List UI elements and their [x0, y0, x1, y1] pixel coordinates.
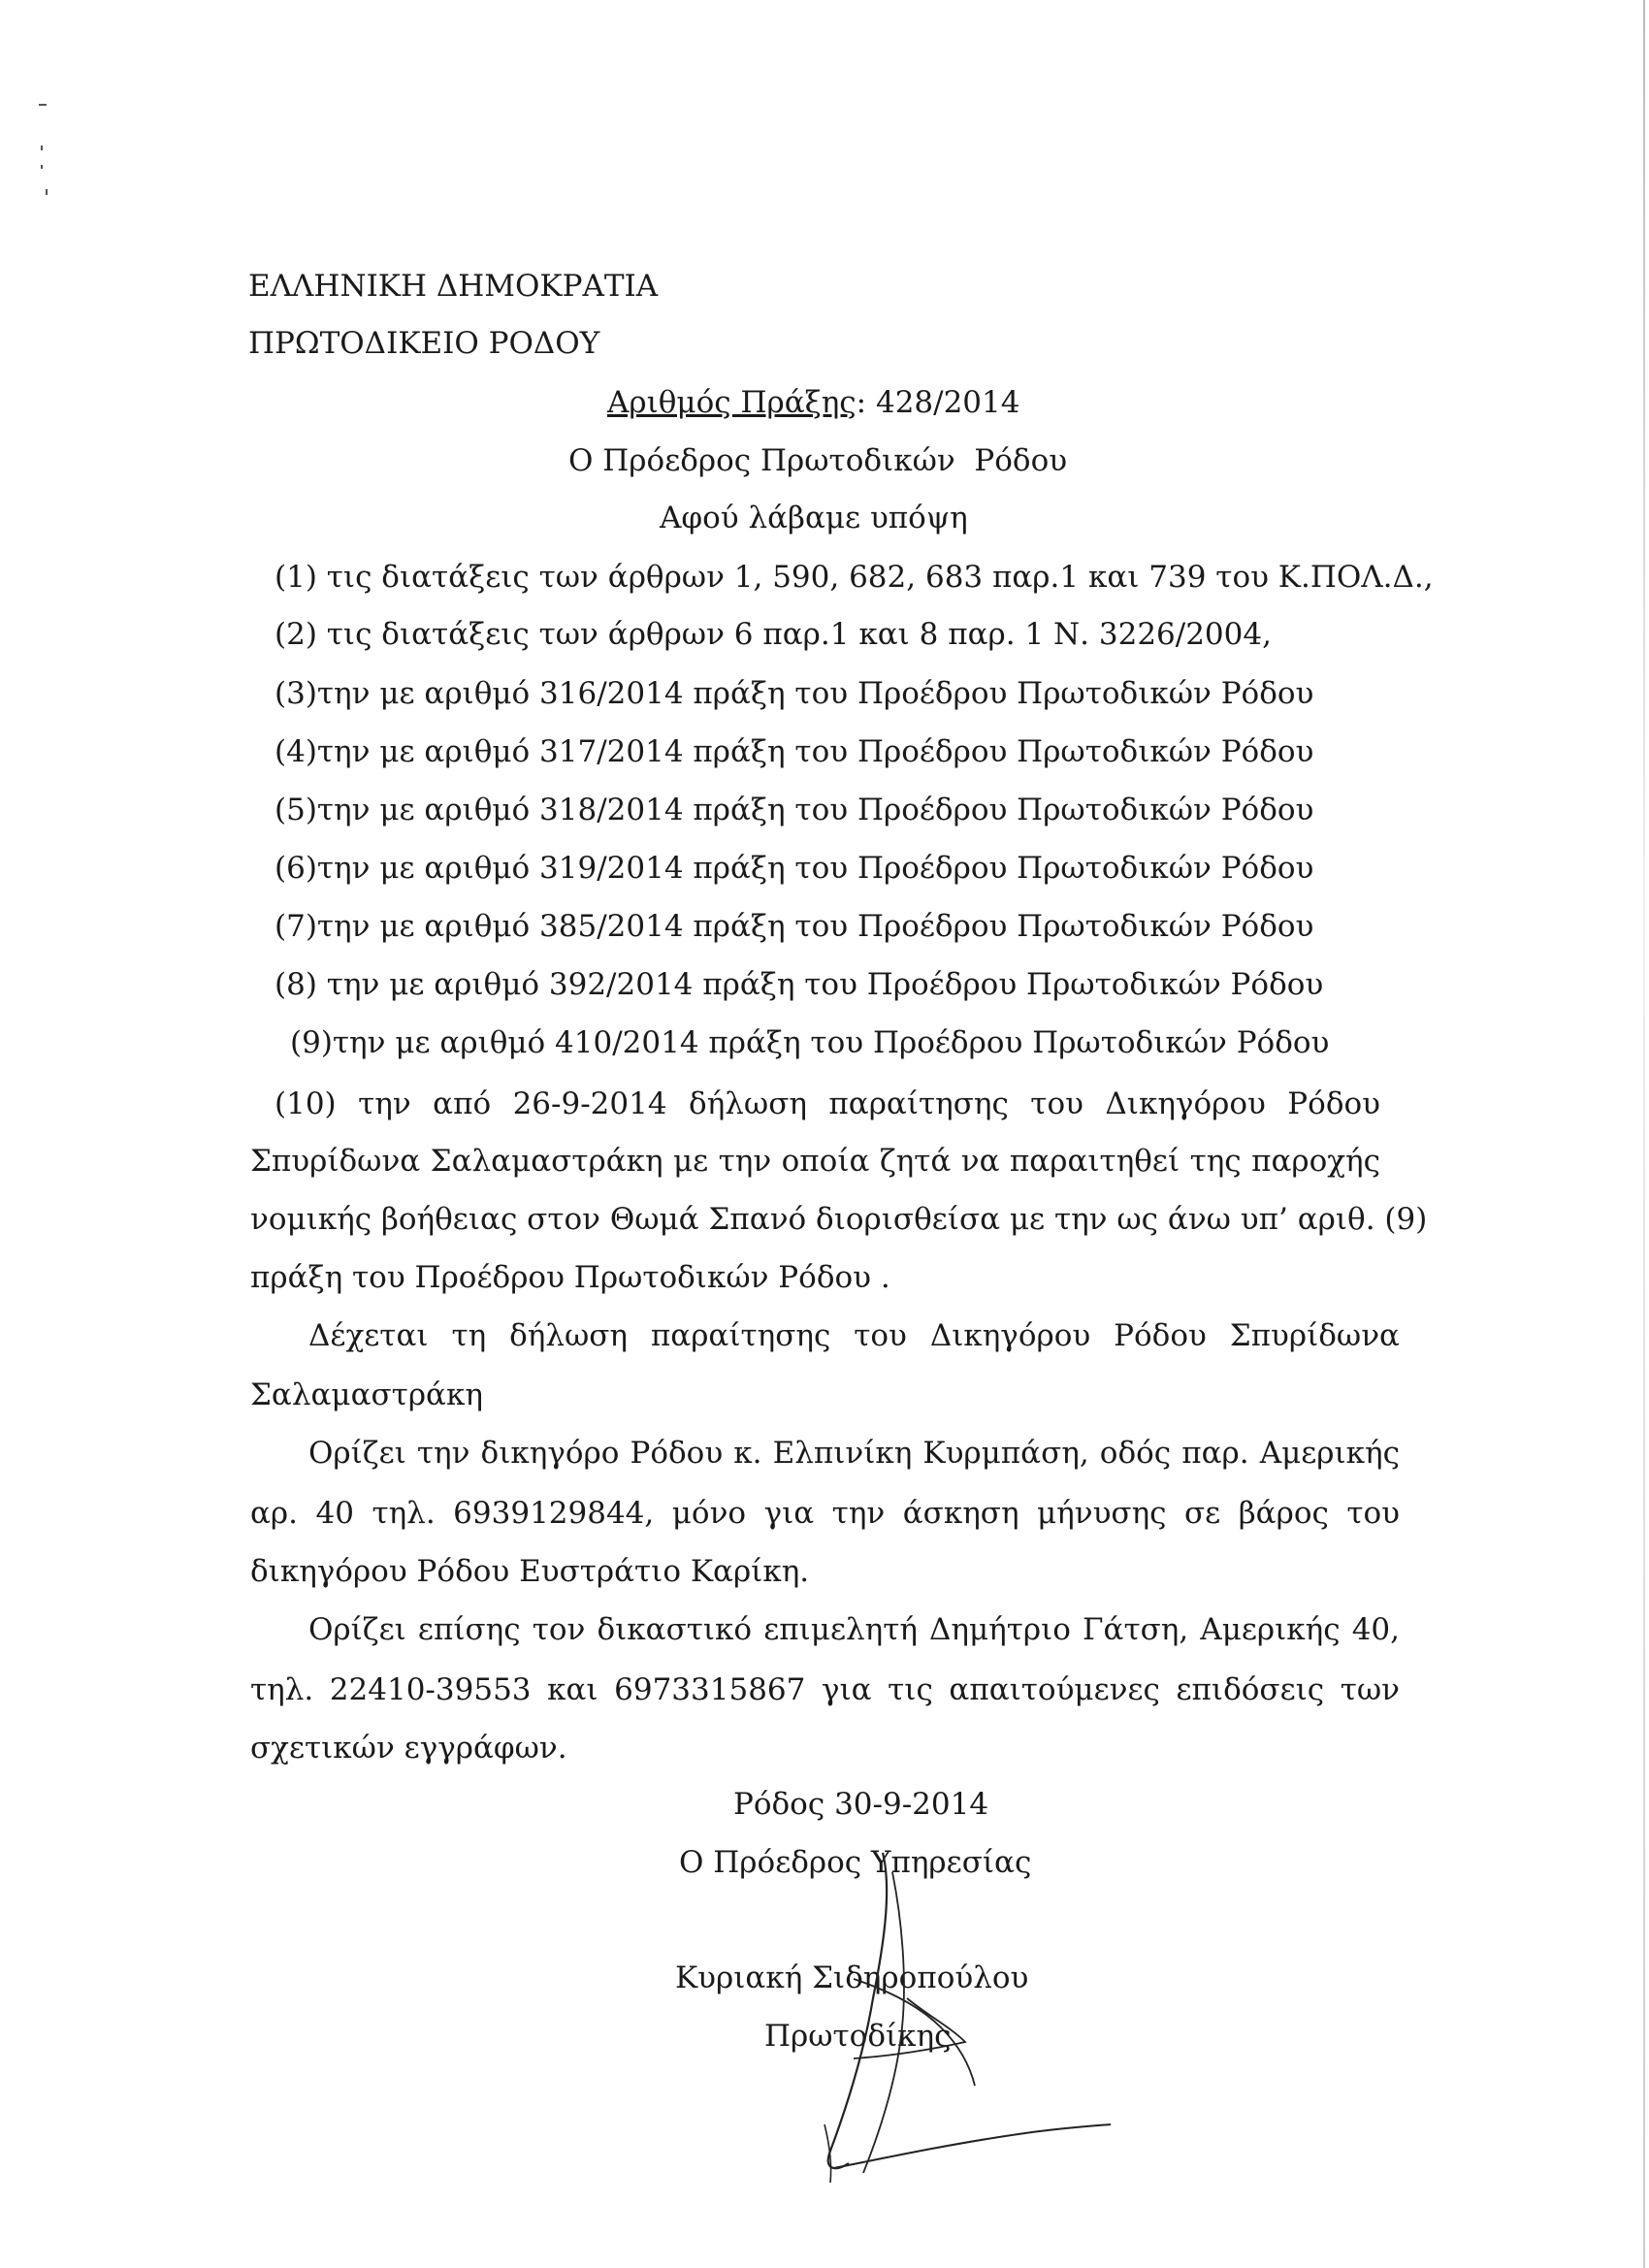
consideration-5: (5)την με αριθμό 318/2014 πράξη του Προέδρου Πρωτοδικών Ρόδου: [275, 793, 1314, 827]
scan-speck: [41, 146, 43, 150]
consideration-10-line-2: Σπυρίδωνα Σαλαμαστράκη με την οποία ζητά να παραιτηθεί της παροχής: [250, 1144, 1380, 1179]
place-date: Ρόδος 30-9-2014: [733, 1787, 989, 1822]
bailiff-line-2: τηλ. 22410-39553 και 6973315867 για τις απαιτούμενες επιδόσεις των: [250, 1672, 1400, 1707]
signature-stroke: [854, 1998, 965, 2058]
act-number-value: : 428/2014: [856, 385, 1020, 420]
scan-edge: [1643, 0, 1645, 2268]
header-court: ΠΡΩΤΟΔΙΚΕΙΟ ΡΟΔΟΥ: [248, 326, 600, 361]
consideration-10-line-3: νομικής βοήθειας στον Θωμά Σπανό διορισθείσα με την ως άνω υπ’ αριθ. (9): [250, 1202, 1428, 1237]
consideration-6: (6)την με αριθμό 319/2014 πράξη του Προέδρου Πρωτοδικών Ρόδου: [275, 851, 1314, 886]
scan-speck: [39, 104, 47, 106]
accepts-line-2: Σαλαμαστράκη: [250, 1377, 483, 1412]
scan-speck: [46, 189, 48, 195]
header-country: ΕΛΛΗΝΙΚΗ ΔΗΜΟΚΡΑΤΙΑ: [248, 269, 659, 304]
signer-name: Κυριακή Σιδηροπούλου: [675, 1960, 1029, 1995]
consideration-10-line-1: (10) την από 26-9-2014 δήλωση παραίτησης του Δικηγόρου Ρόδου: [275, 1086, 1380, 1121]
appoints-line-1: Ορίζει την δικηγόρο Ρόδου κ. Ελπινίκη Κυρμπάση, οδός παρ. Αμερικής: [308, 1436, 1400, 1471]
bailiff-line-3: σχετικών εγγράφων.: [250, 1731, 567, 1766]
consideration-1: (1) τις διατάξεις των άρθρων 1, 590, 682, 683 παρ.1 και 739 του Κ.ΠΟΛ.Δ.,: [275, 560, 1434, 595]
handwritten-signature: [737, 1833, 1145, 2202]
signer-role: Ο Πρόεδρος Υπηρεσίας: [679, 1845, 1032, 1880]
signature-stroke: [824, 2124, 831, 2183]
consideration-7: (7)την με αριθμό 385/2014 πράξη του Προέδρου Πρωτοδικών Ρόδου: [275, 909, 1314, 944]
accepts-line-1: Δέχεται τη δήλωση παραίτησης του Δικηγόρου Ρόδου Σπυρίδωνα: [308, 1318, 1400, 1353]
appoints-line-2: αρ. 40 τηλ. 6939129844, μόνο για την άσκηση μήνυσης σε βάρος του: [250, 1496, 1400, 1531]
act-number: [607, 383, 1019, 422]
consideration-3: (3)την με αριθμό 316/2014 πράξη του Προέδρου Πρωτοδικών Ρόδου: [275, 676, 1314, 711]
act-issuer: Ο Πρόεδρος Πρωτοδικών Ρόδου: [568, 443, 1068, 478]
consideration-8: (8) την με αριθμό 392/2014 πράξη του Προέδρου Πρωτοδικών Ρόδου: [275, 967, 1324, 1002]
consideration-2: (2) τις διατάξεις των άρθρων 6 παρ.1 και 8 παρ. 1 Ν. 3226/2004,: [275, 617, 1272, 652]
signature-stroke: [854, 1979, 975, 2086]
consideration-10-line-4: πράξη του Προέδρου Πρωτοδικών Ρόδου .: [250, 1260, 890, 1295]
act-number-label: Αριθμός Πράξης: [607, 385, 857, 420]
signature-stroke: [834, 2124, 1111, 2168]
scan-speck: [41, 165, 43, 169]
signer-title: Πρωτοδίκης: [764, 2019, 952, 2054]
appoints-line-3: δικηγόρου Ρόδου Ευστράτιο Καρίκη.: [250, 1554, 810, 1589]
bailiff-line-1: Ορίζει επίσης τον δικαστικό επιμελητή Δημήτριο Γάτση, Αμερικής 40,: [308, 1612, 1400, 1647]
consideration-9: (9)την με αριθμό 410/2014 πράξη του Προέδρου Πρωτοδικών Ρόδου: [290, 1025, 1330, 1060]
consideration-4: (4)την με αριθμό 317/2014 πράξη του Προέδρου Πρωτοδικών Ρόδου: [275, 734, 1314, 769]
signature-stroke: [828, 1853, 887, 2168]
act-intro: Αφού λάβαμε υπόψη: [660, 501, 968, 535]
